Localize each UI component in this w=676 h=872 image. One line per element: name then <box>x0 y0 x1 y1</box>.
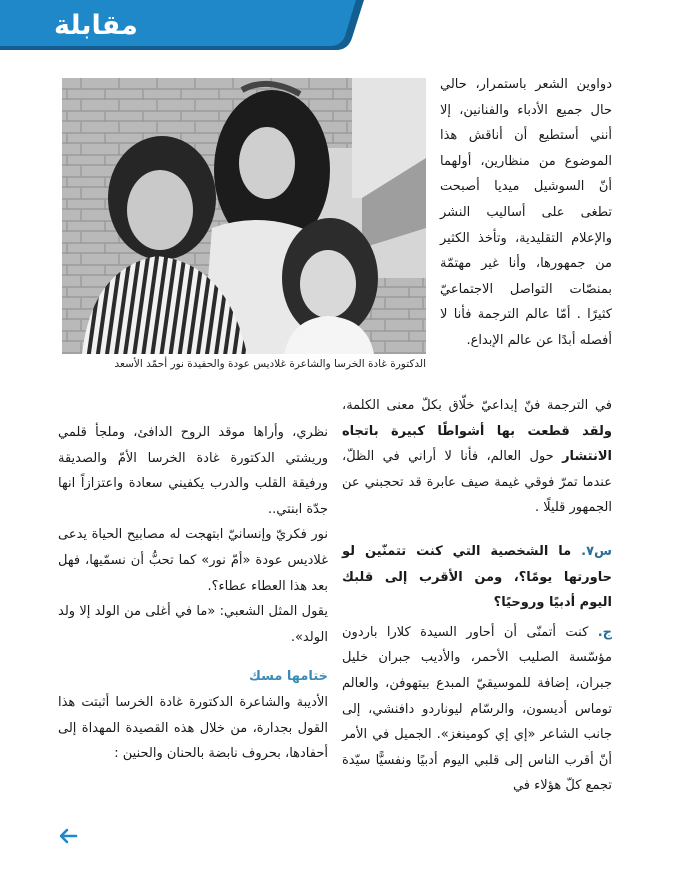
question-text: ما الشخصية التي كنت تتمنّين لو حاورتها يومًا؟، ومن الأقرب إلى قلبك اليوم أدبيًا وروحيًا؟ <box>342 543 612 611</box>
article-column-left <box>58 420 328 767</box>
article-photo <box>62 78 426 354</box>
arrow-left-glyph <box>58 826 78 846</box>
question-7 <box>342 539 612 616</box>
section-label: مقابلة <box>54 10 138 41</box>
closing-paragraph: الأديبة والشاعرة الدكتورة غادة الخرسا أثبتت هذا القول بجدارة، من خلال هذه القصيدة المهداة إلى أحفادها، بحروف نابضة بالحنان والحنين : <box>58 694 328 762</box>
paragraph: دواوين الشعر باستمرار، حالي حال جميع الأدباء والفنانين، إلا أنني أستطيع أن أناقش هذا الموضوع من منظارين، أولهما أنّ السوشيل ميديا أصبحت تطغى على أساليب النشر والإعلام التقليدية، وتأخذ الكثير من جمهورها، وأنا غير مهتمّة بمنصّات التواصل الاجتماعيّ كثيرًا . أمّا عالم الترجمة فأنا لا أفصله أبدًا عن عالم الإبداع. <box>440 77 612 348</box>
photo-caption: الدكتورة غادة الخرسا والشاعرة غلاديس عودة والحفيدة نور أحمّد الأسعد <box>114 358 426 370</box>
section-header-tab <box>0 0 364 52</box>
closing-heading: ختامها مسك <box>249 669 328 685</box>
paragraph-emphasis: ولقد قطعت بها أشواطًا كبيرة باتجاه الانتشار <box>342 423 612 465</box>
paragraph-translation <box>342 393 612 521</box>
paragraph: نور فكريّ وإنسانيّ ابتهجت له مصابيح الحياة يدعى غلاديس عودة «أمّ نور» كما تحبُّ أن نسمّيها، فهل بعد هذا العطاء عطاء؟. <box>58 527 328 594</box>
paragraph: يقول المثل الشعبي: «ما في أغلى من الولد إلا ولد الولد». <box>58 604 328 645</box>
answer-7 <box>342 620 612 799</box>
paragraph-text: في الترجمة فنّ إبداعيّ خلّاق بكلّ معنى الكلمة، <box>342 398 612 413</box>
answer-text: كنت أتمنّى أن أحاور السيدة كلارا باردون مؤسّسة الصليب الأحمر، والأديب جبران خليل جبران، إضافة للموسيقيّ المبدع بيتهوفن، والعالم توماس أديسون، والرسّام ليوناردو دافنشي، إلى جانب الشاعر «إي إي كومينغز». الجميل في الأمر أنّ أقرب الناس إلى قلبي اليوم أدبيًا ونفسيًّا سيّدة تجمع كلّ هؤلاء في <box>342 624 612 794</box>
article-column-right-top <box>440 72 612 354</box>
family-photo-illustration <box>62 78 426 354</box>
answer-marker: ج. <box>597 624 612 640</box>
paragraph-text: حول العالم، فأنا لا أراني في الظلّ، عندما تمرّ فوقي غيمة صيف عابرة قد تحجبني عن الجمهور قليلًا . <box>342 449 612 516</box>
article-column-right-bottom <box>342 393 612 799</box>
paragraph: نظري، وأراها موقد الروح الدافئ، وملجأ قلمي وريشتي الدكتورة غادة الخرسا الأمّ والصديقة ورفيقة القلب والدرب يكفيني سعادة واعتزازاً انها جدّة ابنتي.. <box>58 425 328 517</box>
question-number: س٧. <box>581 543 612 559</box>
arrow-left-icon[interactable] <box>58 826 78 846</box>
